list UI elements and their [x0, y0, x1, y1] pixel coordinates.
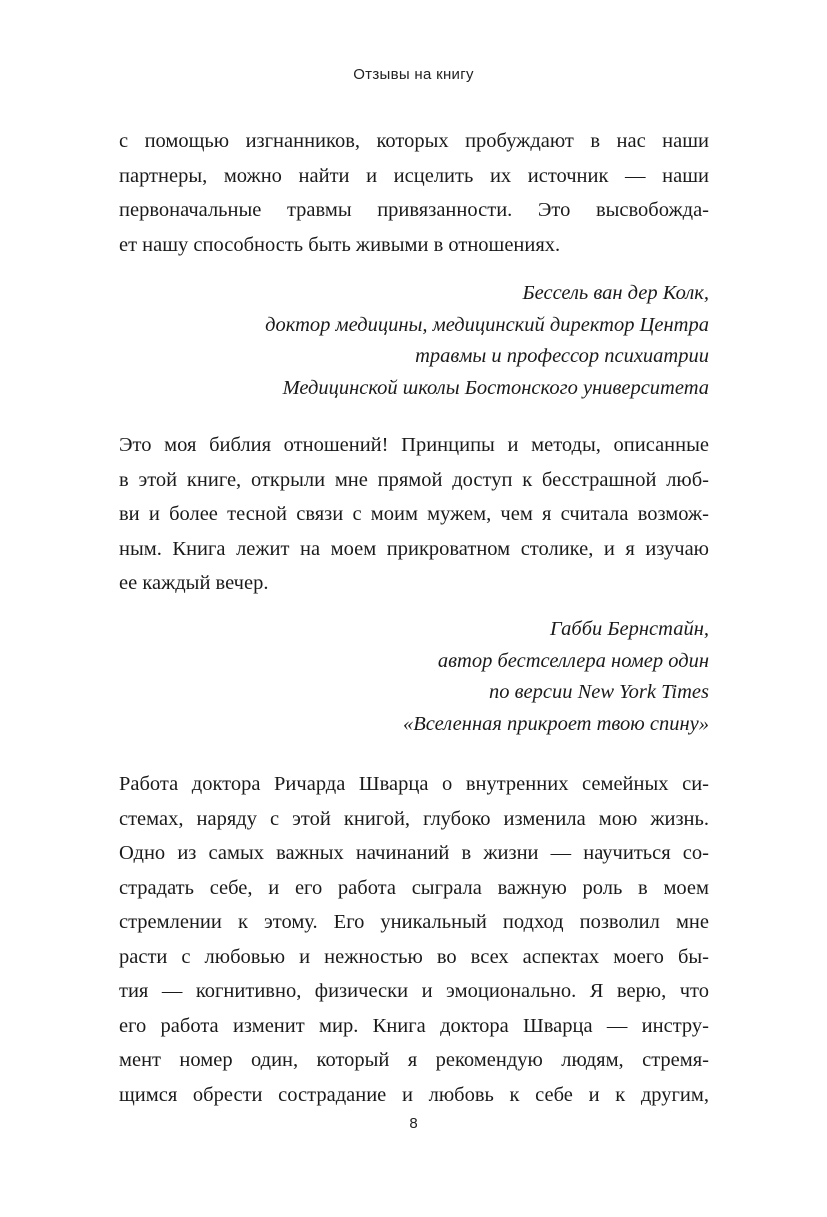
text-line: Одно из самых важных начинаний в жизни — научиться со-	[119, 842, 709, 864]
text-line: расти с любовью и нежностью во всех аспектах моего бы-	[119, 945, 709, 968]
text-line: ви и более тесной связи с моим мужем, чем я считала возмож-	[119, 503, 709, 525]
attribution-line: «Вселенная прикроет твою спину»	[403, 712, 709, 735]
attribution-line: автор бестселлера номер один	[437, 649, 709, 672]
text-line: ет нашу способность быть живыми в отношениях.	[119, 233, 561, 256]
attribution-line: травмы и профессор психиатрии	[415, 345, 709, 367]
text-line: партнеры, можно найти и исцелить их источник — наши	[119, 164, 709, 187]
attribution-line: Медицинской школы Бостонского университета	[282, 376, 709, 399]
attribution-line: по версии New York Times	[489, 681, 709, 703]
text-line: Работа доктора Ричарда Шварца о внутренних семейных си-	[119, 773, 709, 795]
text-line: страдать себе, и его работа сыграла важную роль в моем	[119, 876, 709, 899]
text-line: с помощью изгнанников, которых пробуждают в нас наши	[119, 130, 709, 152]
running-head: Отзывы на книгу	[353, 66, 474, 83]
text-line: первоначальные травмы привязанности. Это высвобожда-	[119, 199, 709, 221]
text-line: ным. Книга лежит на моем прикроватном столике, и я изучаю	[119, 537, 709, 560]
attribution-line: Габби Бернстайн,	[550, 618, 709, 640]
text-line: мент номер один, который я рекомендую людям, стремя-	[119, 1049, 709, 1071]
review-paragraph-3	[119, 767, 709, 1112]
text-line: Это моя библия отношений! Принципы и методы, описанные	[119, 434, 709, 456]
review-attribution-2	[119, 614, 709, 740]
review-attribution-1	[119, 278, 709, 404]
text-line: в этой книге, открыли мне прямой доступ к бесстрашной люб-	[119, 468, 709, 491]
text-line: стемах, наряду с этой книгой, глубоко изменила мою жизнь.	[119, 807, 709, 830]
review-paragraph-1	[119, 124, 709, 262]
text-line: тия — когнитивно, физически и эмоционально. Я верю, что	[119, 980, 709, 1002]
review-paragraph-2	[119, 428, 709, 601]
attribution-line: Бессель ван дер Колк,	[522, 282, 709, 304]
text-line: ее каждый вечер.	[119, 572, 269, 594]
text-line: его работа изменит мир. Книга доктора Шварца — инстру-	[119, 1014, 709, 1037]
attribution-line: доктор медицины, медицинский директор Центра	[265, 313, 709, 336]
text-line: стремлении к этому. Его уникальный подход позволил мне	[119, 911, 709, 933]
text-line: щимся обрести сострадание и любовь к себе и к другим,	[119, 1083, 709, 1106]
page-number: 8	[409, 1115, 418, 1132]
